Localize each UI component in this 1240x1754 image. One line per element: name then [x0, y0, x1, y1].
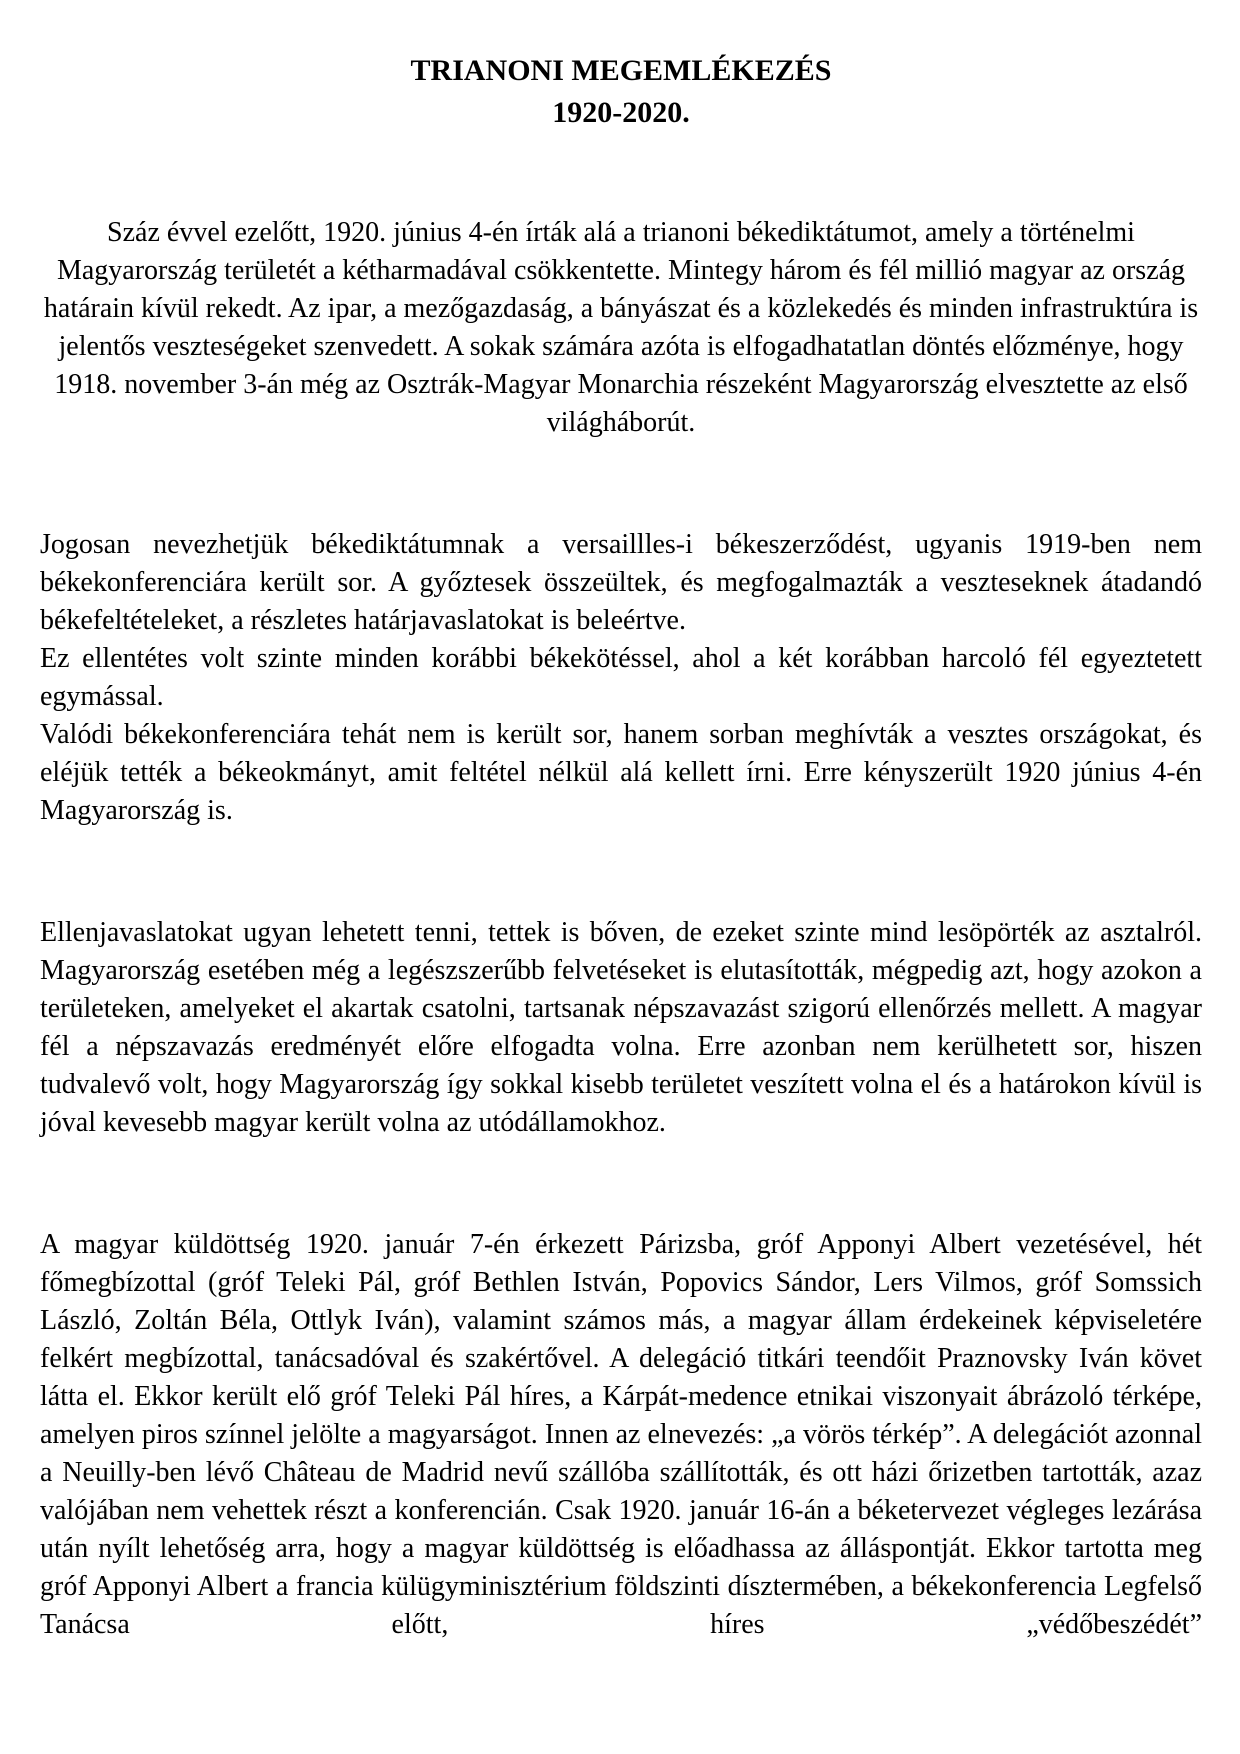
- document-title: TRIANONI MEGEMLÉKEZÉS: [410, 54, 832, 87]
- paragraph-valodi-konferencia: Valódi békekonferenciára tehát nem is került sor, hanem sorban meghívták a vesztes országokat, és eléjük tették a békeokmányt, amit feltétel nélkül alá kellett írni. Erre kényszerült 1920 június 4-én Magyarország is.: [40, 719, 1202, 826]
- paragraph-diktatum: Jogosan nevezhetjük békediktátumnak a versaillles-i békeszerződést, ugyanis 1919-ben nem békekonferenciára került sor. A győztesek összeültek, és megfogalmazták a veszteseknek átadandó békefeltételeket, a részletes határjavaslatokat is beleértve.: [40, 529, 1202, 636]
- document-subtitle: 1920-2020.: [552, 96, 690, 129]
- paragraph-intro: Száz évvel ezelőtt, 1920. június 4-én írták alá a trianoni békediktátumot, amely a történelmi Magyarország területét a kétharmadával csökkentette. Mintegy három és fél millió magyar az ország határain kívül rekedt. Az ipar, a mezőgazdaság, a bányászat és a közlekedés és minden infrastruktúra is jelentős veszteségeket szenvedett. A sokak számára azóta is elfogadhatatlan döntés előzménye, hogy 1918. november 3-án még az Osztrák-Magyar Monarchia részeként Magyarország elvesztette az első világháborút.: [43, 217, 1199, 438]
- paragraph-ellentetes: Ez ellentétes volt szinte minden korábbi békekötéssel, ahol a két korábban harcoló fél egyeztetett egymással.: [40, 643, 1202, 712]
- paragraph-ellenjavaslatok: Ellenjavaslatokat ugyan lehetett tenni, tettek is bőven, de ezeket szinte mind lesöpörték az asztalról. Magyarország esetében még a legészszerűbb felvetéseket is elutasították, mégpedig azt, hogy azokon a területeken, amelyeket el akartak csatolni, tartsanak népszavazást szigorú ellenőrzés mellett. A magyar fél a népszavazás eredményét előre elfogadta volna. Erre azonban nem kerülhetett sor, hiszen tudvalevő volt, hogy Magyarország így sokkal kisebb területet veszített volna el és a határokon kívül is jóval kevesebb magyar került volna az utódállamokhoz.: [40, 917, 1202, 1138]
- paragraph-kuldottseg: A magyar küldöttség 1920. január 7-én érkezett Párizsba, gróf Apponyi Albert vezetésével, hét főmegbízottal (gróf Teleki Pál, gróf Bethlen István, Popovics Sándor, Lers Vilmos, gróf Somssich László, Zoltán Béla, Ottlyk Iván), valamint számos más, a magyar állam érdekeinek képviseletére felkért megbízottal, tanácsadóval és szakértővel. A delegáció titkári teendőit Praznovsky Iván követ látta el. Ekkor került elő gróf Teleki Pál híres, a Kárpát-medence etnikai viszonyait ábrázoló térképe, amelyen piros színnel jelölte a magyarságot. Innen az elnevezés: „a vörös térkép”. A delegációt azonnal a Neuilly-ben lévő Château de Madrid nevű szállóba szállították, és ott házi őrizetben tartották, azaz valójában nem vehettek részt a konferencián. Csak 1920. január 16-án a béketervezet végleges lezárása után nyílt lehetőség arra, hogy a magyar küldöttség is előadhassa az álláspontját. Ekkor tartotta meg gróf Apponyi Albert a francia külügyminisztérium földszinti dísztermében, a békekonferencia Legfelső Tanácsa előtt, híres „védőbeszédét”: [40, 1229, 1202, 1640]
- title-block: [40, 50, 1202, 134]
